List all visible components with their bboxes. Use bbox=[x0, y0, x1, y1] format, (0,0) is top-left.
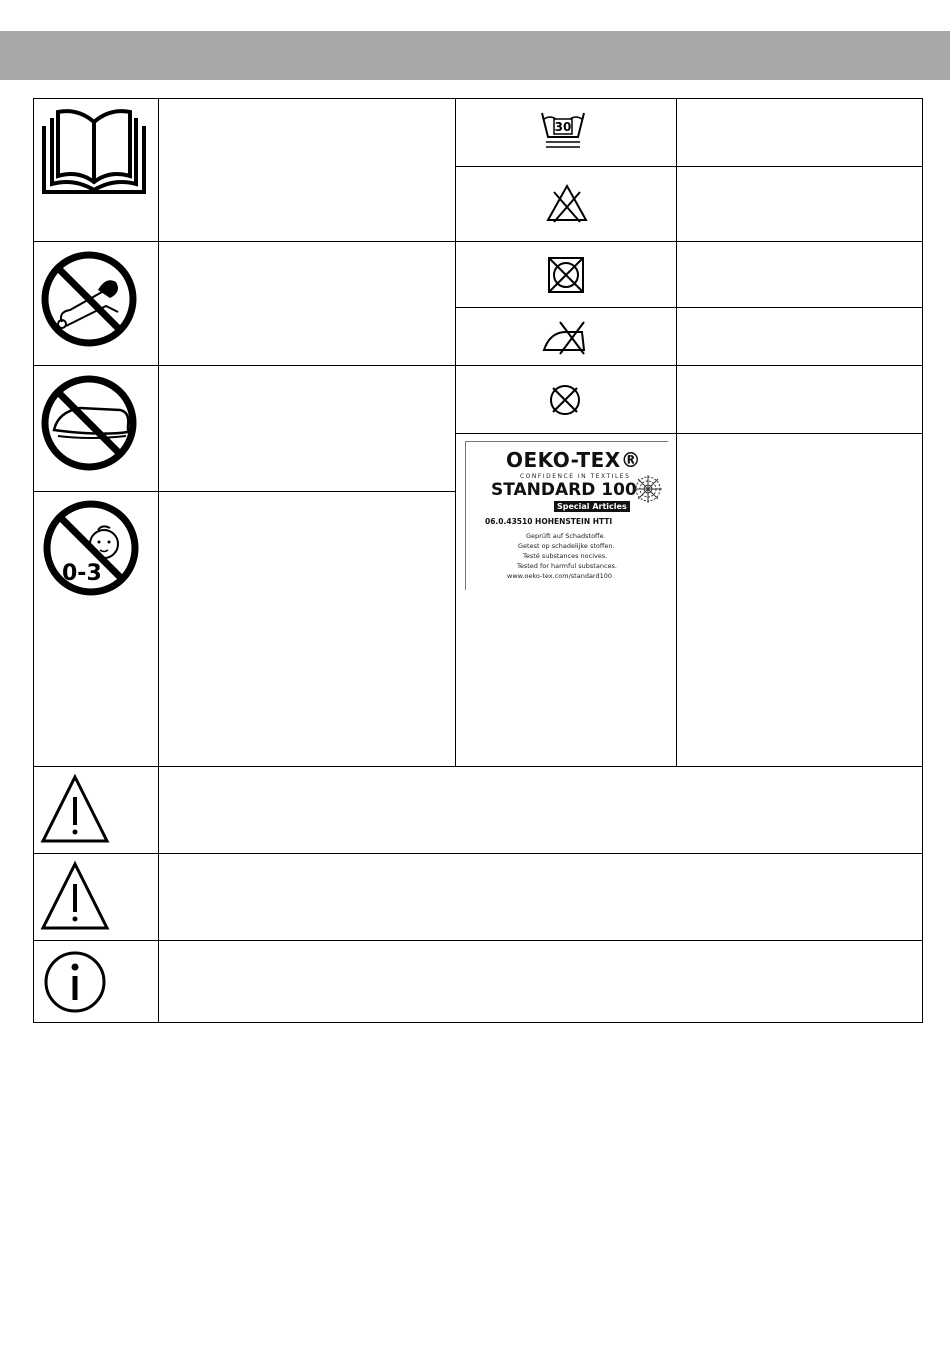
info-icon bbox=[42, 950, 108, 1014]
oeko-flower-icon bbox=[633, 474, 663, 504]
row-line-left-3 bbox=[33, 491, 456, 492]
oeko-standard: STANDARD 100 bbox=[491, 480, 637, 500]
caution-icon bbox=[40, 860, 110, 932]
row-line-full-2 bbox=[33, 853, 923, 854]
row-line-full-3 bbox=[33, 940, 923, 941]
table-border-right bbox=[922, 98, 923, 1023]
read-manual-icon bbox=[40, 108, 150, 196]
oeko-line: www.oeko-tex.com/standard100 bbox=[507, 572, 613, 580]
row-line-right-4 bbox=[455, 365, 923, 366]
wash-temperature: 30 bbox=[554, 120, 572, 134]
oeko-line: Testé substances nocives. bbox=[523, 552, 608, 560]
oeko-line: Tested for harmful substances. bbox=[517, 562, 617, 570]
age-range-label: 0-3 bbox=[62, 561, 102, 586]
oeko-certificate: 06.0.43510 HOHENSTEIN HTTI bbox=[485, 517, 613, 526]
row-line-right-5 bbox=[455, 433, 923, 434]
oeko-tagline: CONFIDENCE IN TEXTILES bbox=[520, 473, 631, 480]
row-line-right-2 bbox=[455, 241, 923, 242]
row-line-right-1 bbox=[455, 166, 923, 167]
oeko-tex-label bbox=[465, 441, 668, 590]
no-bleach-icon bbox=[544, 182, 590, 224]
row-line-full-1 bbox=[33, 766, 923, 767]
oeko-category-badge: Special Articles bbox=[554, 501, 630, 512]
wash-30-icon bbox=[538, 111, 588, 151]
not-for-children-0-3-icon bbox=[40, 500, 142, 596]
no-pins-icon bbox=[40, 250, 138, 348]
oeko-line: Getest op schadelijke stoffen. bbox=[518, 542, 615, 550]
table-border-left bbox=[33, 98, 34, 1023]
oeko-title: OEKO-TEX® bbox=[506, 448, 642, 472]
no-tumble-dry-icon bbox=[546, 255, 586, 295]
no-dry-clean-icon bbox=[547, 382, 583, 418]
col-sep-1 bbox=[158, 98, 159, 1023]
table-border-top bbox=[33, 98, 923, 99]
row-line-right-3 bbox=[455, 307, 923, 308]
table-border-bottom bbox=[33, 1022, 923, 1023]
oeko-line: Geprüft auf Schadstoffe. bbox=[526, 532, 606, 540]
no-iron-icon bbox=[540, 318, 590, 356]
no-fold-icon bbox=[40, 374, 138, 472]
row-line-left-1 bbox=[33, 241, 456, 242]
warning-icon bbox=[40, 773, 110, 845]
row-line-left-2 bbox=[33, 365, 456, 366]
